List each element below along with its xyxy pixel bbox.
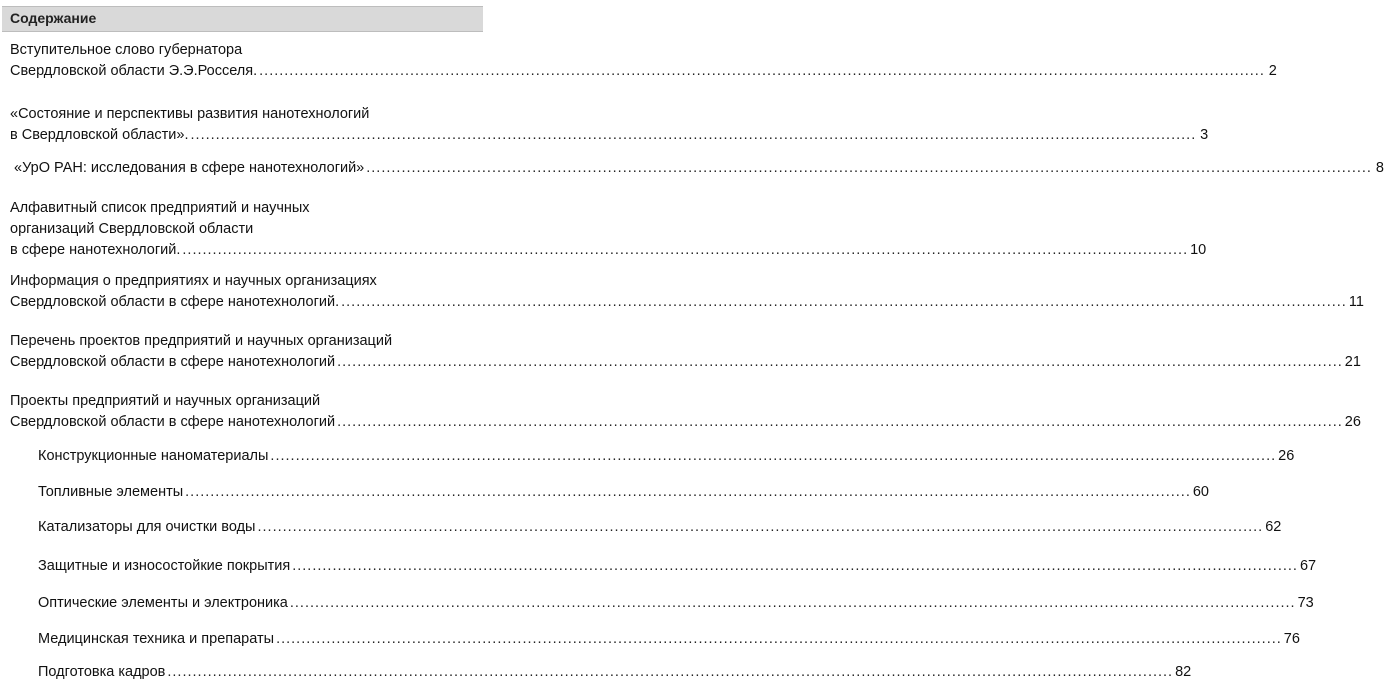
dot-leader: ........................................................................................................................................................................................................ <box>341 294 1347 310</box>
entry-text: Свердловской области в сфере нанотехнологий. <box>10 294 340 310</box>
dot-leader: ........................................................................................................................................................................................................ <box>337 354 1343 370</box>
entry-text: Топливные элементы <box>38 484 184 500</box>
entry-text: в сфере нанотехнологий. <box>10 242 181 258</box>
toc-subentry <box>38 662 1192 683</box>
dot-leader: ........................................................................................................................................................................................................ <box>167 664 1174 680</box>
entry-text: Катализаторы для очистки воды <box>38 519 256 535</box>
entry-line: Перечень проектов предприятий и научных организаций <box>10 333 393 349</box>
toc-entry <box>10 391 1361 433</box>
entry-line: Проекты предприятий и научных организаций <box>10 393 321 409</box>
toc-subentry <box>38 629 1300 650</box>
dot-leader: ........................................................................................................................................................................................................ <box>337 414 1343 430</box>
dot-leader: ........................................................................................................................................................................................................ <box>185 484 1191 500</box>
page-number: 67 <box>1299 558 1317 574</box>
page-number: 8 <box>1375 160 1384 176</box>
page-number: 60 <box>1192 484 1209 500</box>
dot-leader: ........................................................................................................................................................................................................ <box>190 127 1197 143</box>
page-number: 3 <box>1200 127 1209 143</box>
page-number: 26 <box>1344 414 1361 430</box>
entry-line: Вступительное слово губернатора <box>10 42 243 58</box>
page-number: 82 <box>1175 664 1192 680</box>
toc-entry <box>10 331 1361 373</box>
entry-text: «УрО РАН: исследования в сфере нанотехнологий» <box>14 160 365 176</box>
entry-text: Свердловской области в сфере нанотехнологий <box>10 354 336 370</box>
toc-subentry <box>38 593 1314 614</box>
toc-subentry <box>38 556 1317 577</box>
toc-entry <box>10 271 1364 313</box>
dot-leader: ........................................................................................................................................................................................................ <box>270 448 1277 464</box>
page-number: 73 <box>1297 595 1314 611</box>
entry-text: Защитные и износостойкие покрытия <box>38 558 291 574</box>
toc-title: Содержание <box>10 10 97 26</box>
dot-leader: ........................................................................................................................................................................................................ <box>276 631 1282 647</box>
entry-line: «Состояние и перспективы развития нанотехнологий <box>10 106 370 122</box>
dot-leader: ........................................................................................................................................................................................................ <box>292 558 1298 574</box>
page-number: 10 <box>1190 242 1207 258</box>
dot-leader: ........................................................................................................................................................................................................ <box>289 595 1296 611</box>
page-number: 76 <box>1283 631 1300 647</box>
toc-entry <box>10 198 1207 261</box>
entry-line: Информация о предприятиях и научных организациях <box>10 273 377 289</box>
toc-subentry <box>38 446 1295 467</box>
toc-entry <box>14 158 1384 179</box>
toc-entry <box>10 40 1277 82</box>
toc-subentry <box>38 517 1282 538</box>
dot-leader: ........................................................................................................................................................................................................ <box>257 519 1264 535</box>
page-number: 2 <box>1268 63 1277 79</box>
entry-text: Конструкционные наноматериалы <box>38 448 269 464</box>
page-number: 26 <box>1278 448 1295 464</box>
dot-leader: ........................................................................................................................................................................................................ <box>259 63 1265 79</box>
page-number: 62 <box>1265 519 1282 535</box>
entry-text: Свердловской области в сфере нанотехнологий <box>10 414 336 430</box>
entry-line: организаций Свердловской области <box>10 221 254 237</box>
entry-text: Свердловской области Э.Э.Росселя. <box>10 63 258 79</box>
toc-entry <box>10 104 1209 146</box>
entry-text: в Свердловской области». <box>10 127 189 143</box>
dot-leader: ........................................................................................................................................................................................................ <box>366 160 1372 176</box>
toc-header <box>2 6 483 32</box>
toc-subentry <box>38 482 1209 503</box>
entry-line: Алфавитный список предприятий и научных <box>10 200 310 216</box>
page-number: 11 <box>1348 294 1364 310</box>
entry-text: Подготовка кадров <box>38 664 166 680</box>
page-number: 21 <box>1344 354 1361 370</box>
entry-text: Оптические элементы и электроника <box>38 595 288 611</box>
dot-leader: ........................................................................................................................................................................................................ <box>182 242 1189 258</box>
entry-text: Медицинская техника и препараты <box>38 631 275 647</box>
